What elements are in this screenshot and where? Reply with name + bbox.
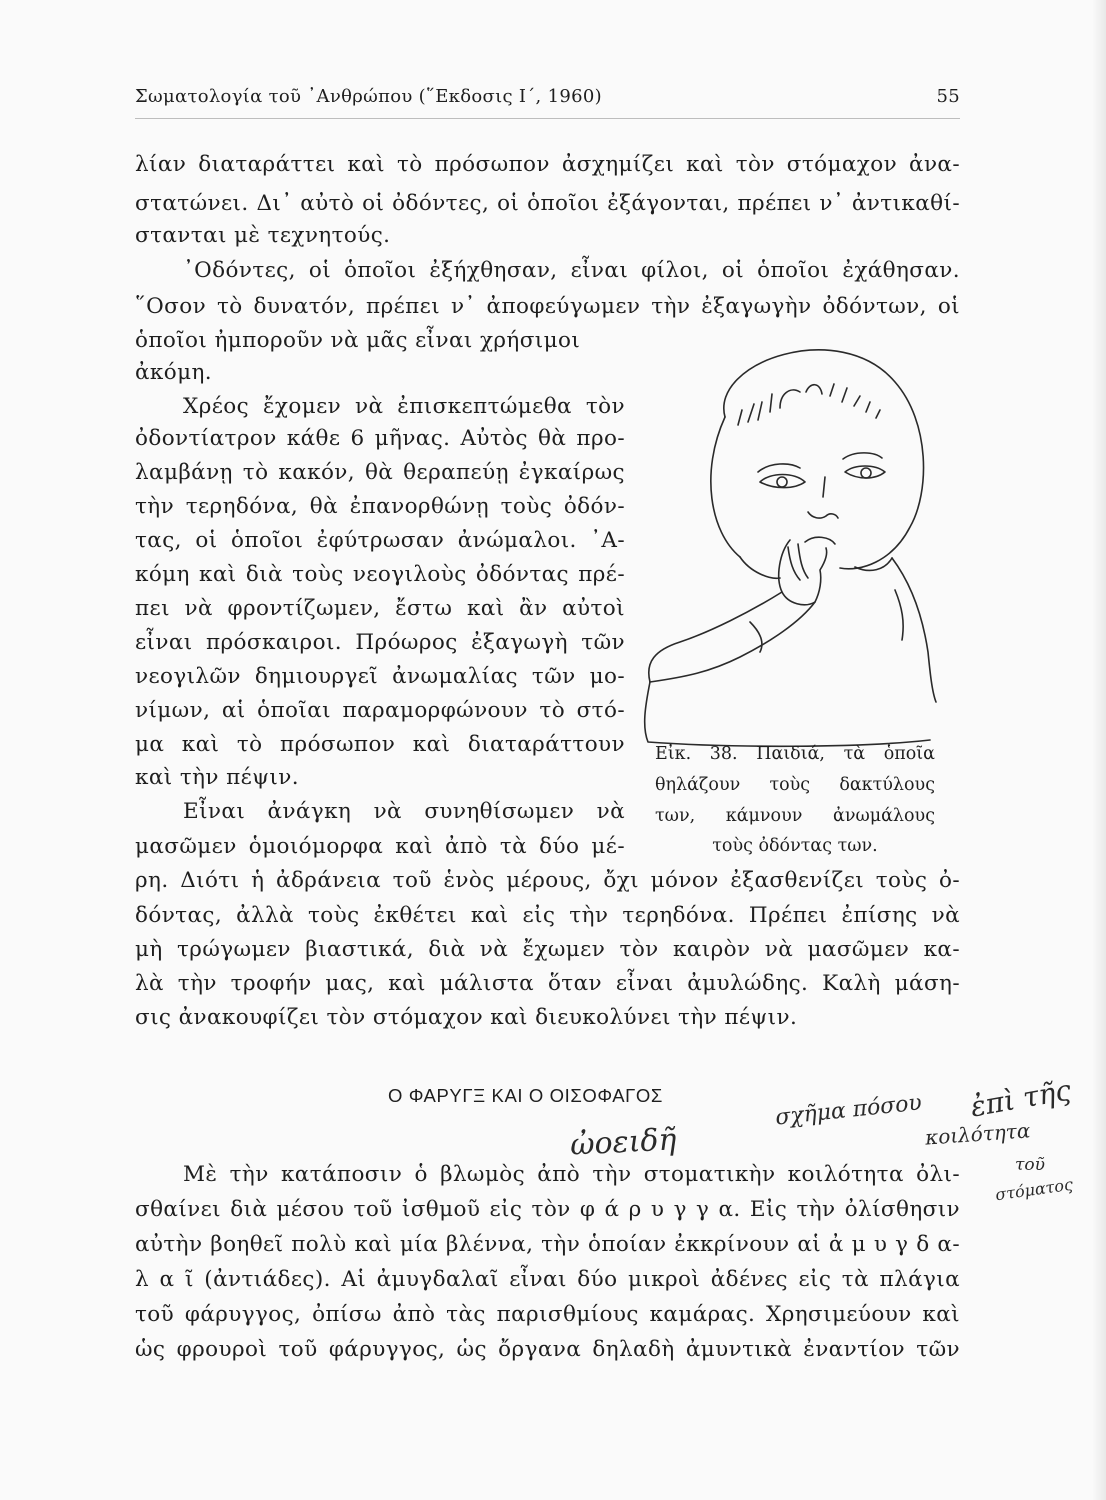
text-line: στανται μὲ τεχνητούς. (135, 223, 391, 248)
text-line: πει νὰ φροντίζωμεν, ἔστω καὶ ἂν αὐτοὶ (135, 596, 625, 621)
text-line: σθαίνει διὰ μέσου τοῦ ἰσθμοῦ εἰς τὸν φ ά ρ υ γ γ α. Εἰς τὴν ὀλίσθησιν (135, 1197, 960, 1222)
text-line: εἶναι πρόσκαιροι. Πρόωρος ἐξαγωγὴ τῶν (135, 630, 625, 655)
section-heading: Ο ΦΑΡΥΓΞ ΚΑΙ Ο ΟΙΣΟΦΑΓΟΣ (388, 1085, 663, 1106)
text-line: μασῶμεν ὁμοιόμορφα καὶ ἀπὸ τὰ δύο μέ- (135, 834, 625, 859)
figure-caption-line: Εἰκ. 38. Παιδιά, τὰ ὁποῖα (655, 744, 935, 764)
text-line: μὴ τρώγωμεν βιαστικά, διὰ νὰ ἔχωμεν τὸν καιρὸν νὰ μασῶμεν κα- (135, 937, 960, 962)
text-line: λ α ῖ (ἀντιάδες). Αἱ ἀμυγδαλαῖ εἶναι δύο μικροὶ ἀδένες εἰς τὰ πλάγια (135, 1267, 960, 1292)
text-line: Χρέος ἔχομεν νὰ ἐπισκεπτώμεθα τὸν (183, 394, 625, 419)
page-number: 55 (936, 86, 960, 107)
text-line: σις ἀνακουφίζει τὸν στόμαχον καὶ διευκολύνει τὴν πέψιν. (135, 1005, 798, 1030)
text-line: αὐτὴν βοηθεῖ πολὺ καὶ μία βλέννα, τὴν ὁποίαν ἐκκρίνουν αἱ ἀ μ υ γ δ α- (135, 1232, 960, 1257)
text-line: Εἶναι ἀνάγκη νὰ συνηθίσωμεν νὰ (183, 799, 625, 824)
text-line: λίαν διαταράττει καὶ τὸ πρόσωπον ἀσχημίζει καὶ τὸν στόμαχον ἀνα- (135, 152, 960, 177)
handwritten-note: σχῆμα πόσου (774, 1090, 923, 1131)
text-line: δόντας, ἀλλὰ τοὺς ἐκθέτει καὶ εἰς τὴν τερηδόνα. Πρέπει ἐπίσης νὰ (135, 903, 960, 928)
text-line: νίμων, αἱ ὁποῖαι παραμορφώνουν τὸ στό- (135, 698, 625, 723)
figure-caption-line: τοὺς ὀδόντας των. (712, 836, 878, 856)
running-header (135, 86, 960, 116)
header-rule (135, 118, 960, 119)
nose (823, 477, 825, 497)
text-line: Μὲ τὴν κατάποσιν ὁ βλωμὸς ἀπὸ τὴν στοματικὴν κοιλότητα ὀλι- (183, 1162, 960, 1187)
text-line: ᾿Οδόντες, οἱ ὁποῖοι ἐξήχθησαν, εἶναι φίλοι, οἱ ὁποῖοι ἐχάθησαν. (183, 258, 960, 283)
text-line: καὶ τὴν πέψιν. (135, 765, 299, 790)
figure-caption-line: θηλάζουν τοὺς δακτύλους (655, 775, 935, 795)
text-line: τοῦ φάρυγγος, ὀπίσω ἀπὸ τὰς παρισθμίους καμάρας. Χρησιμεύουν καὶ (135, 1302, 960, 1327)
text-line: τὴν τερηδόνα, θὰ ἐπανορθώνῃ τοὺς ὀδόν- (135, 494, 625, 519)
text-line: μα καὶ τὸ πρόσωπον καὶ διαταράττουν (135, 732, 625, 757)
text-line: στατώνει. Δι᾿ αὐτὸ οἱ ὀδόντες, οἱ ὁποῖοι ἐξάγονται, πρέπει ν᾿ ἀντικαθί- (135, 191, 960, 216)
shoulder (892, 558, 936, 702)
figure-caption-line: των, κάμνουν ἀνωμάλους (655, 806, 935, 826)
page-edge-shadow (1092, 0, 1106, 1500)
text-line: ὁποῖοι ἠμποροῦν νὰ μᾶς εἶναι χρήσιμοι (135, 328, 581, 353)
collar (855, 558, 892, 570)
arm (649, 592, 782, 682)
mouth (805, 537, 835, 544)
text-line: ῞Οσον τὸ δυνατόν, πρέπει ν᾿ ἀποφεύγωμεν τὴν ἐξαγωγὴν ὀδόντων, οἱ (135, 294, 960, 319)
hand (779, 540, 827, 605)
child-drawing-illustration (630, 322, 945, 752)
text-line: νεογιλῶν δημιουργεῖ ἀνωμαλίας τῶν μο- (135, 664, 625, 689)
header-title: Σωματολογία τοῦ ᾿Ανθρώπου (῞Εκδοσις Ι΄, 1960) (135, 86, 602, 107)
text-line: ὡς φρουροὶ τοῦ φάρυγγος, ὡς ὄργανα δηλαδὴ ἀμυντικὰ ἐναντίον τῶν (135, 1337, 960, 1362)
text-line: ὀδοντίατρον κάθε 6 μῆνας. Αὐτὸς θὰ προ- (135, 426, 625, 451)
handwritten-note: ὠοειδῆ (569, 1122, 678, 1163)
handwritten-note: τοῦ (1015, 1155, 1045, 1175)
head-outline (724, 350, 924, 569)
handwritten-note: ἐπὶ τῆς (967, 1073, 1074, 1124)
head-left-side (711, 417, 740, 557)
text-line: τας, οἱ ὁποῖοι ἐφύτρωσαν ἀνώμαλοι. ᾿Α- (135, 528, 625, 553)
text-line: ἀκόμη. (135, 360, 212, 385)
text-line: κόμη καὶ διὰ τοὺς νεογιλοὺς ὀδόντας πρέ- (135, 562, 625, 587)
handwritten-note: κοιλότητα (924, 1118, 1032, 1150)
text-line: λὰ τὴν τροφήν μας, καὶ μάλιστα ὅταν εἶναι ἀμυλώδης. Καλὴ μάση- (135, 971, 960, 996)
text-line: ρη. Διότι ἡ ἀδράνεια τοῦ ἑνὸς μέρους, ὄχι μόνον ἐξασθενίζει τοὺς ὀ- (135, 868, 960, 893)
text-line: λαμβάνῃ τὸ κακόν, θὰ θεραπεύῃ ἐγκαίρως (135, 460, 625, 485)
handwritten-note: στόματος (994, 1174, 1075, 1205)
